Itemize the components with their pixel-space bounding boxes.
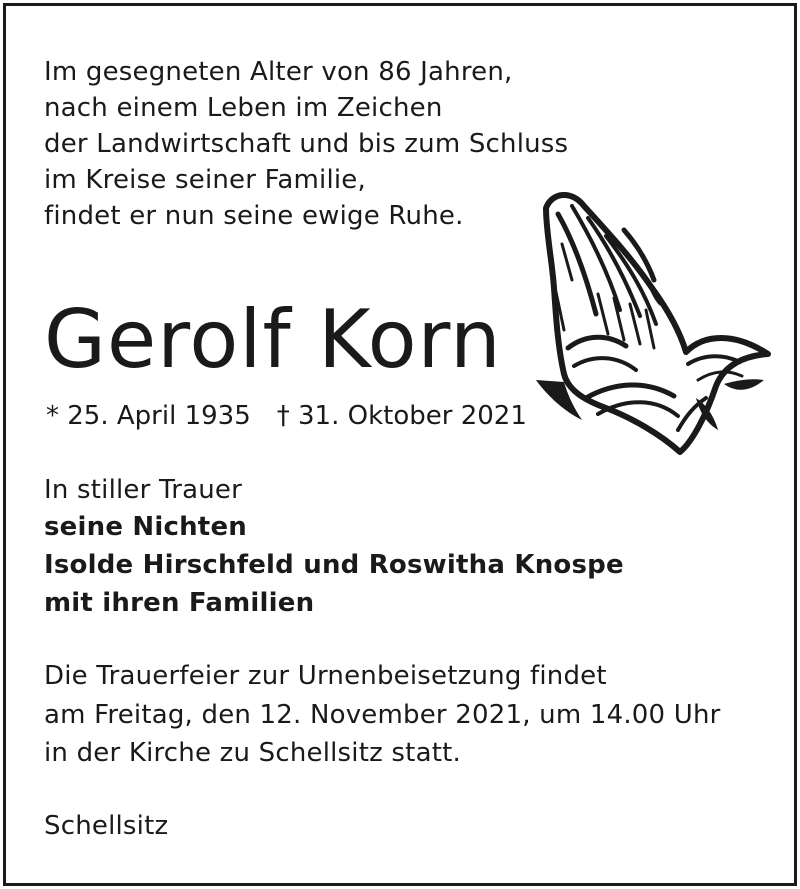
mourners-line-1: seine Nichten — [44, 512, 247, 542]
intro-line-5: findet er nun seine ewige Ruhe. — [44, 201, 464, 231]
birth-date: * 25. April 1935 — [46, 401, 251, 431]
intro-line-1: Im gesegneten Alter von 86 Jahren, — [44, 57, 513, 87]
ceremony-line-3: in der Kirche zu Schellsitz statt. — [44, 738, 461, 768]
mourners-lead: In stiller Trauer — [44, 475, 243, 505]
mourners-line-2: Isolde Hirschfeld und Roswitha Knospe — [44, 550, 624, 580]
intro-line-3: der Landwirtschaft und bis zum Schluss — [44, 129, 569, 159]
praying-hands-icon — [528, 184, 778, 456]
ceremony-line-2: am Freitag, den 12. November 2021, um 14.00 Uhr — [44, 700, 721, 730]
intro-line-2: nach einem Leben im Zeichen — [44, 93, 443, 123]
death-date: † 31. Oktober 2021 — [276, 401, 527, 431]
place-name: Schellsitz — [44, 811, 169, 841]
deceased-name: Gerolf Korn — [44, 293, 502, 386]
life-dates — [46, 400, 527, 432]
ceremony-line-1: Die Trauerfeier zur Urnenbeisetzung findet — [44, 661, 607, 691]
mourners-line-3: mit ihren Familien — [44, 588, 315, 618]
intro-line-4: im Kreise seiner Familie, — [44, 165, 366, 195]
